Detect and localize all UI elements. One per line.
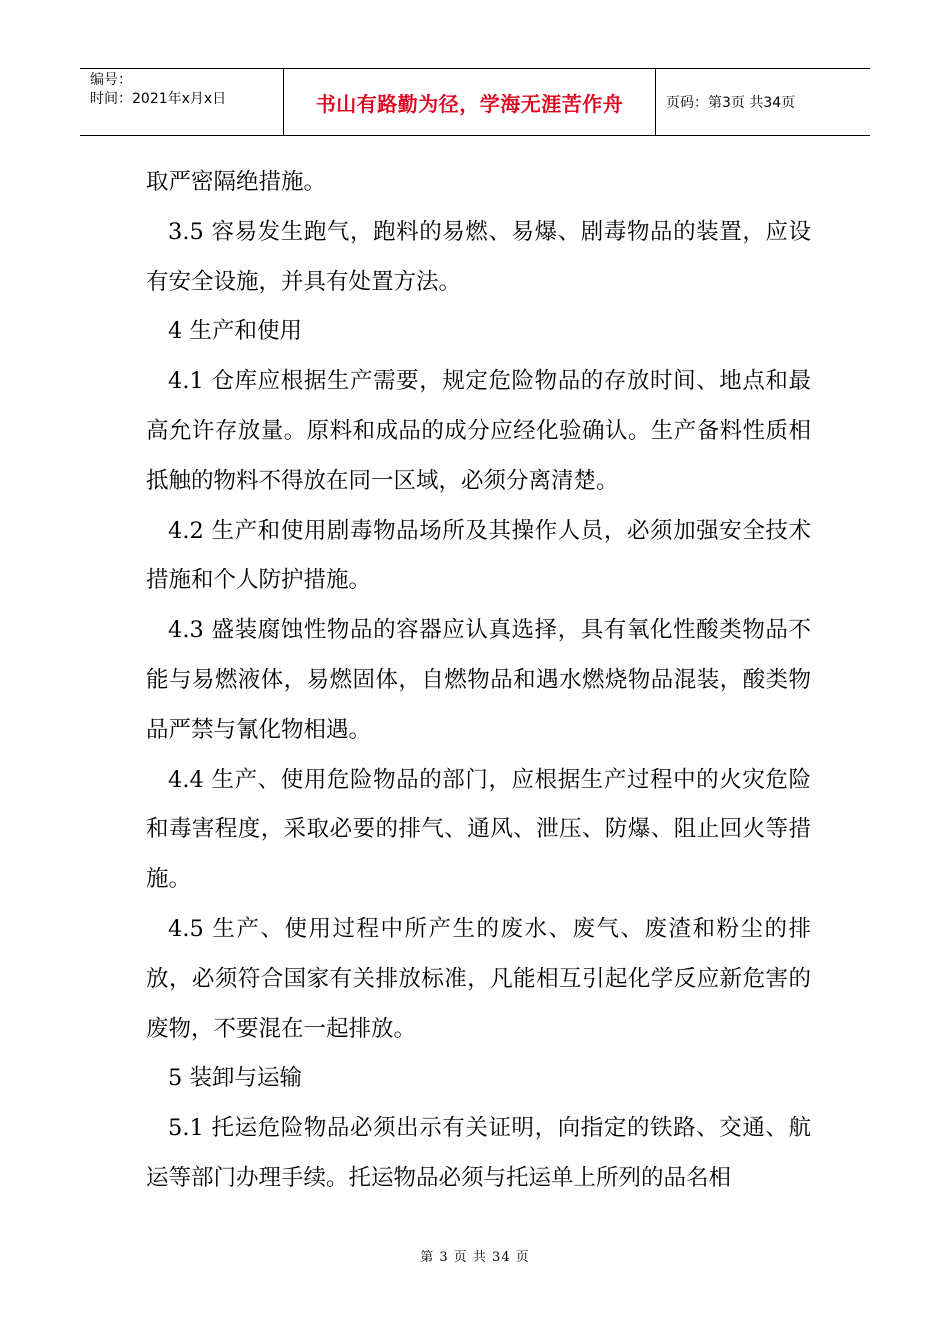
section-heading-5: 5 装卸与运输 bbox=[168, 1065, 302, 1092]
header-page-info: 页码：第3页 共34页 bbox=[666, 95, 796, 111]
header-meta bbox=[80, 69, 283, 135]
page-footer: 第 3 页 共 34 页 bbox=[420, 1250, 530, 1265]
paragraph-4-5: 4.5 生产、使用过程中所产生的废水、废气、废渣和粉尘的排放，必须符合国家有关排放标准，凡能相互引起化学反应新危害的废物，不要混在一起排放。 bbox=[146, 915, 811, 1042]
paragraph-4-4: 4.4 生产、使用危险物品的部门，应根据生产过程中的火灾危险和毒害程度，采取必要的排气、通风、泄压、防爆、阻止回火等措施。 bbox=[146, 766, 811, 893]
document-date-label: 时间：2021年x月x日 bbox=[90, 91, 227, 107]
document-body bbox=[146, 158, 811, 1204]
paragraph-4-2: 4.2 生产和使用剧毒物品场所及其操作人员，必须加强安全技术措施和个人防护措施。 bbox=[146, 517, 811, 594]
paragraph-4-3: 4.3 盛装腐蚀性物品的容器应认真选择，具有氧化性酸类物品不能与易燃液体，易燃固体，自燃物品和遇水燃烧物品混装，酸类物品严禁与氰化物相遇。 bbox=[146, 617, 811, 743]
paragraph-5-1: 5.1 托运危险物品必须出示有关证明，向指定的铁路、交通、航运等部门办理手续。托运物品必须与托运单上所列的品名相 bbox=[146, 1115, 811, 1191]
header-motto: 书山有路勤为径，学海无涯苦作舟 bbox=[283, 69, 656, 135]
document-number-label: 编号： bbox=[90, 72, 132, 88]
paragraph-continuation: 取严密隔绝措施。 bbox=[146, 169, 327, 195]
page-header bbox=[80, 68, 870, 136]
paragraph-3-5: 3.5 容易发生跑气，跑料的易燃、易爆、剧毒物品的装置，应设有安全设施，并具有处置方法。 bbox=[146, 218, 811, 295]
paragraph-4-1: 4.1 仓库应根据生产需要，规定危险物品的存放时间、地点和最高允许存放量。原料和成品的成分应经化验确认。生产备料性质相抵触的物料不得放在同一区域，必须分离清楚。 bbox=[146, 368, 811, 494]
section-heading-4: 4 生产和使用 bbox=[168, 318, 302, 345]
